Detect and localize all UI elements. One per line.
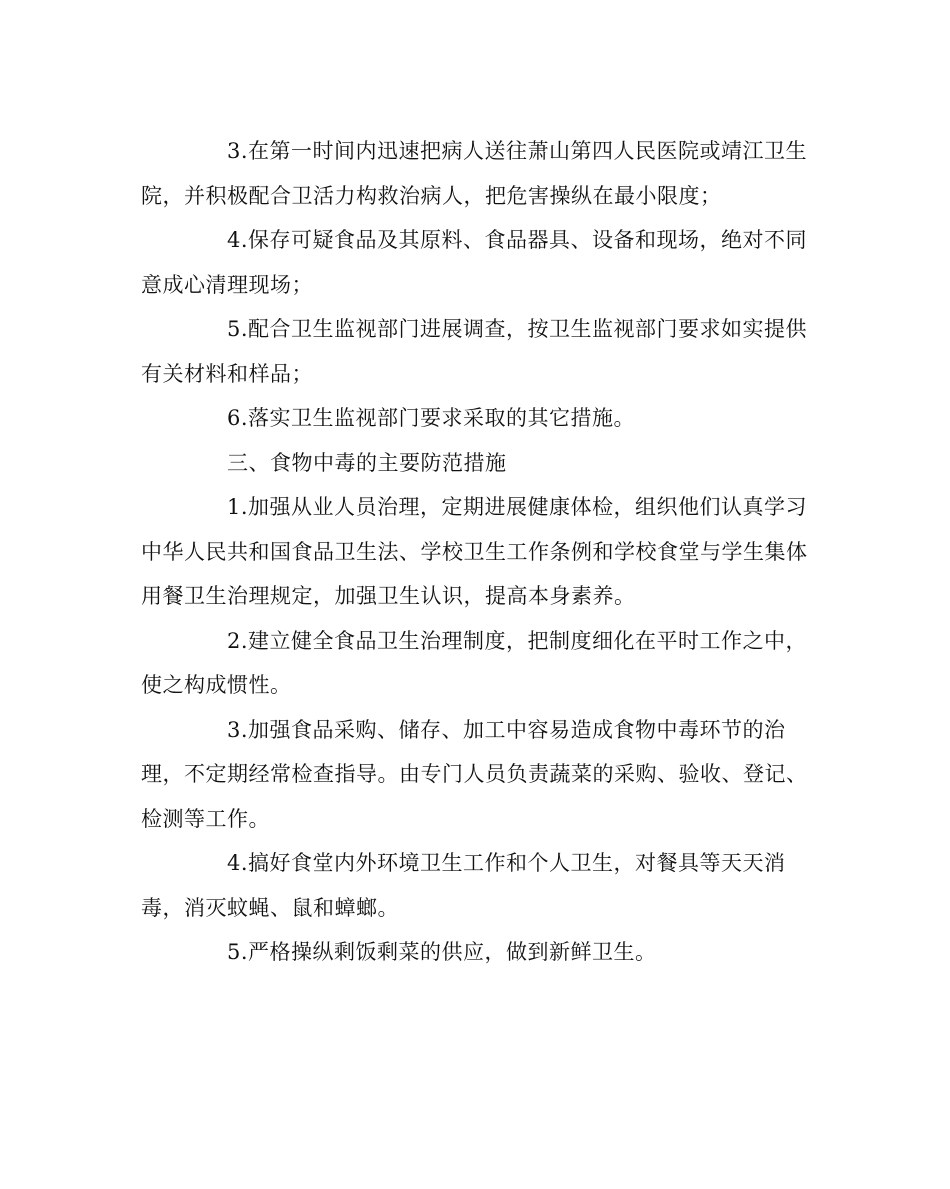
paragraph-emergency-step-4: 4.保存可疑食品及其原料、食品器具、设备和现场，绝对不同意成心清理现场；: [141, 228, 808, 297]
section-heading-prevention: 三、食物中毒的主要防范措施: [227, 450, 507, 475]
paragraph-prevention-3: 3.加强食品采购、储存、加工中容易造成食物中毒环节的治理，不定期经常检查指导。由专门人员负责蔬菜的采购、验收、登记、检测等工作。: [141, 717, 808, 831]
paragraph-emergency-step-6: 6.落实卫生监视部门要求采取的其它措施。: [227, 406, 636, 430]
paragraph-prevention-1: 1.加强从业人员治理，定期进展健康体检，组织他们认真学习中华人民共和国食品卫生法、学校卫生工作条例和学校食堂与学生集体用餐卫生治理规定，加强卫生认识，提高本身素养。: [141, 495, 808, 608]
paragraph-prevention-2: 2.建立健全食品卫生治理制度，把制度细化在平时工作之中，使之构成惯性。: [141, 628, 808, 697]
paragraph-prevention-5: 5.严格操纵剩饭剩菜的供应，做到新鲜卫生。: [227, 940, 657, 964]
paragraph-prevention-4: 4.搞好食堂内外环境卫生工作和个人卫生，对餐具等天天消毒，消灭蚊蝇、鼠和蟑螂。: [141, 851, 786, 920]
paragraph-emergency-step-3: 3.在第一时间内迅速把病人送往萧山第四人民医院或靖江卫生院，并积极配合卫活力构救治病人，把危害操纵在最小限度；: [141, 139, 808, 208]
document-body: [141, 129, 811, 975]
paragraph-emergency-step-5: 5.配合卫生监视部门进展调查，按卫生监视部门要求如实提供有关材料和样品；: [141, 317, 808, 386]
